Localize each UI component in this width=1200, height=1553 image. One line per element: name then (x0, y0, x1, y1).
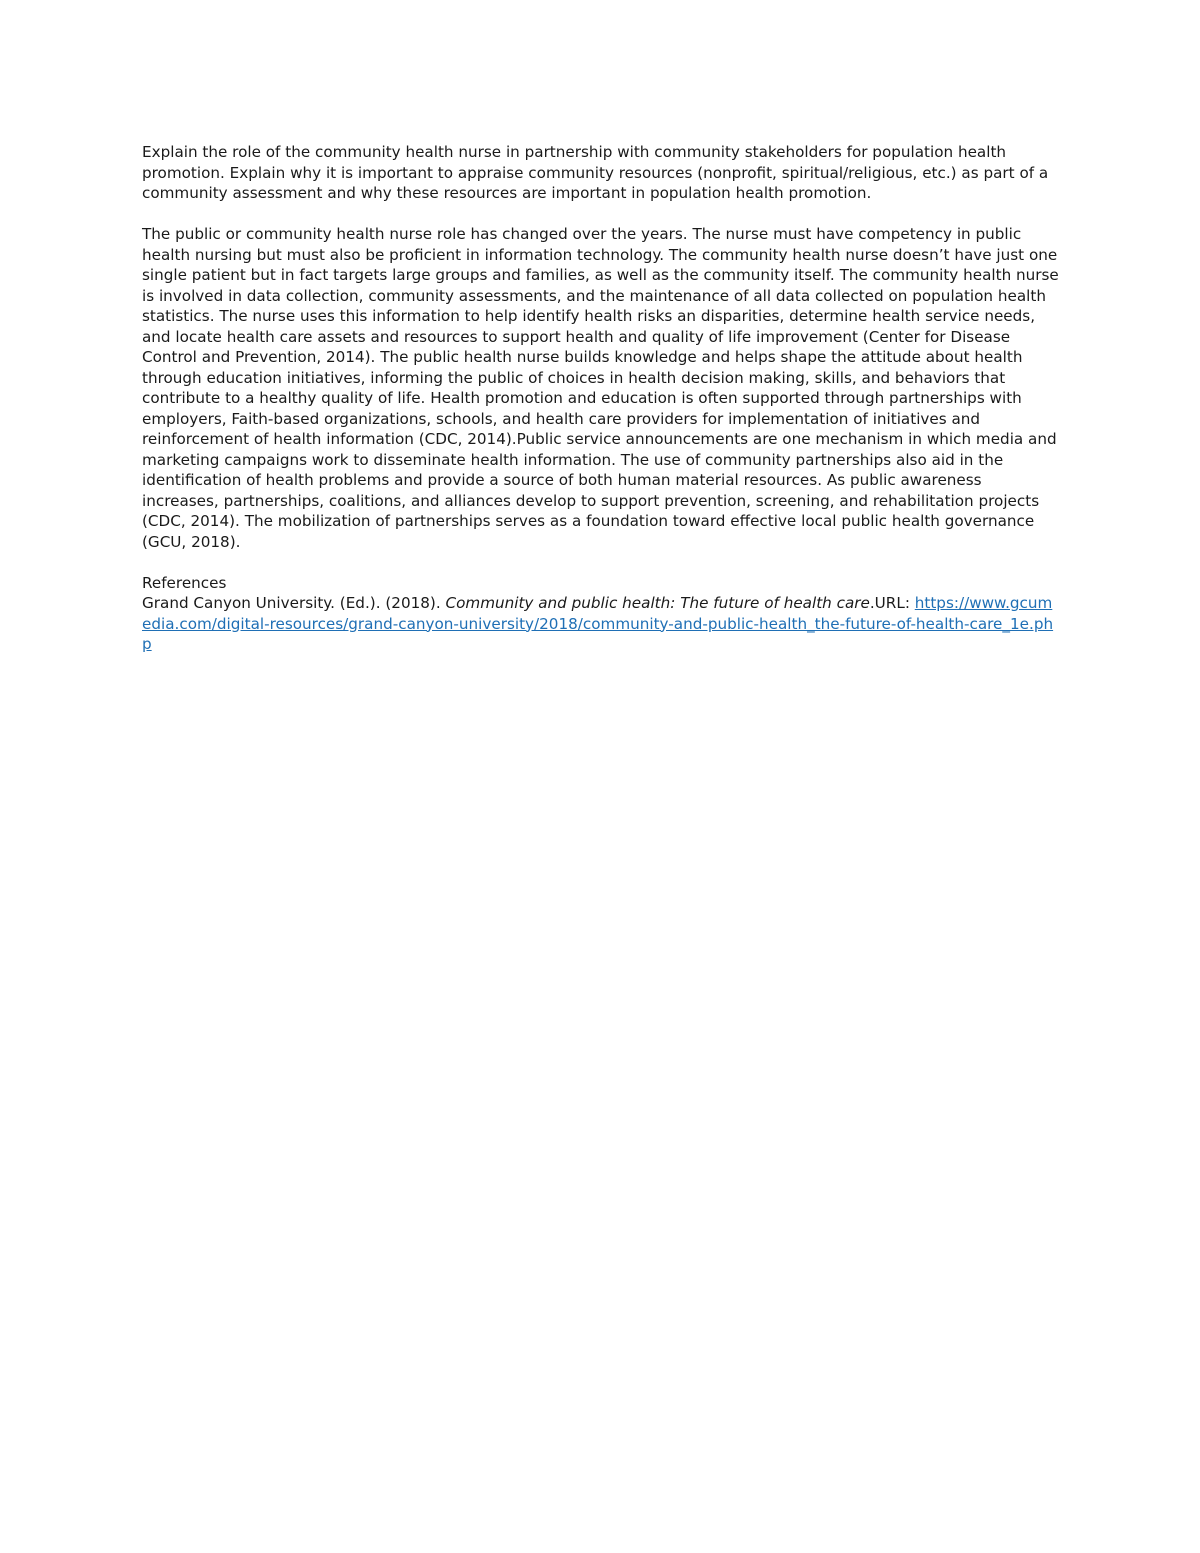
reference-link[interactable]: https://www.gcumedia.com/digital-resources/grand-canyon-university/2018/community-and-public-health_the-future-of-health-care_1e.php (142, 594, 1054, 653)
references-heading: References (142, 573, 227, 592)
reference-author-year: Grand Canyon University. (Ed.). (2018). (142, 594, 446, 612)
reference-title: Community and public health: The future of health care (445, 594, 870, 612)
reference-entry (142, 593, 1060, 655)
document-body (142, 142, 1060, 655)
answer-paragraph: The public or community health nurse role has changed over the years. The nurse must have competency in public health nursing but must also be proficient in information technology. The community health nurse doesn’t have just one single patient but in fact targets large groups and families, as well as the community itself. The community health nurse is involved in data collection, community assessments, and the maintenance of all data collected on population health statistics. The nurse uses this information to help identify health risks an disparities, determine health service needs, and locate health care assets and resources to support health and quality of life improvement (Center for Disease Control and Prevention, 2014). The public health nurse builds knowledge and helps shape the attitude about health through education initiatives, informing the public of choices in health decision making, skills, and behaviors that contribute to a healthy quality of life. Health promotion and education is often supported through partnerships with employers, Faith-based organizations, schools, and health care providers for implementation of initiatives and reinforcement of health information (CDC, 2014).Public service announcements are one mechanism in which media and marketing campaigns work to disseminate health information. The use of community partnerships also aid in the identification of health problems and provide a source of both human material resources. As public awareness increases, partnerships, coalitions, and alliances develop to support prevention, screening, and rehabilitation projects (CDC, 2014). The mobilization of partnerships serves as a foundation toward effective local public health governance (GCU, 2018). (142, 225, 1059, 551)
reference-url-label: .URL: (869, 594, 910, 612)
question-paragraph: Explain the role of the community health nurse in partnership with community stakeholders for population health promotion. Explain why it is important to appraise community resources (nonprofit, spiritual/religious, etc.) as part of a community assessment and why these resources are important in population health promotion. (142, 143, 1049, 202)
